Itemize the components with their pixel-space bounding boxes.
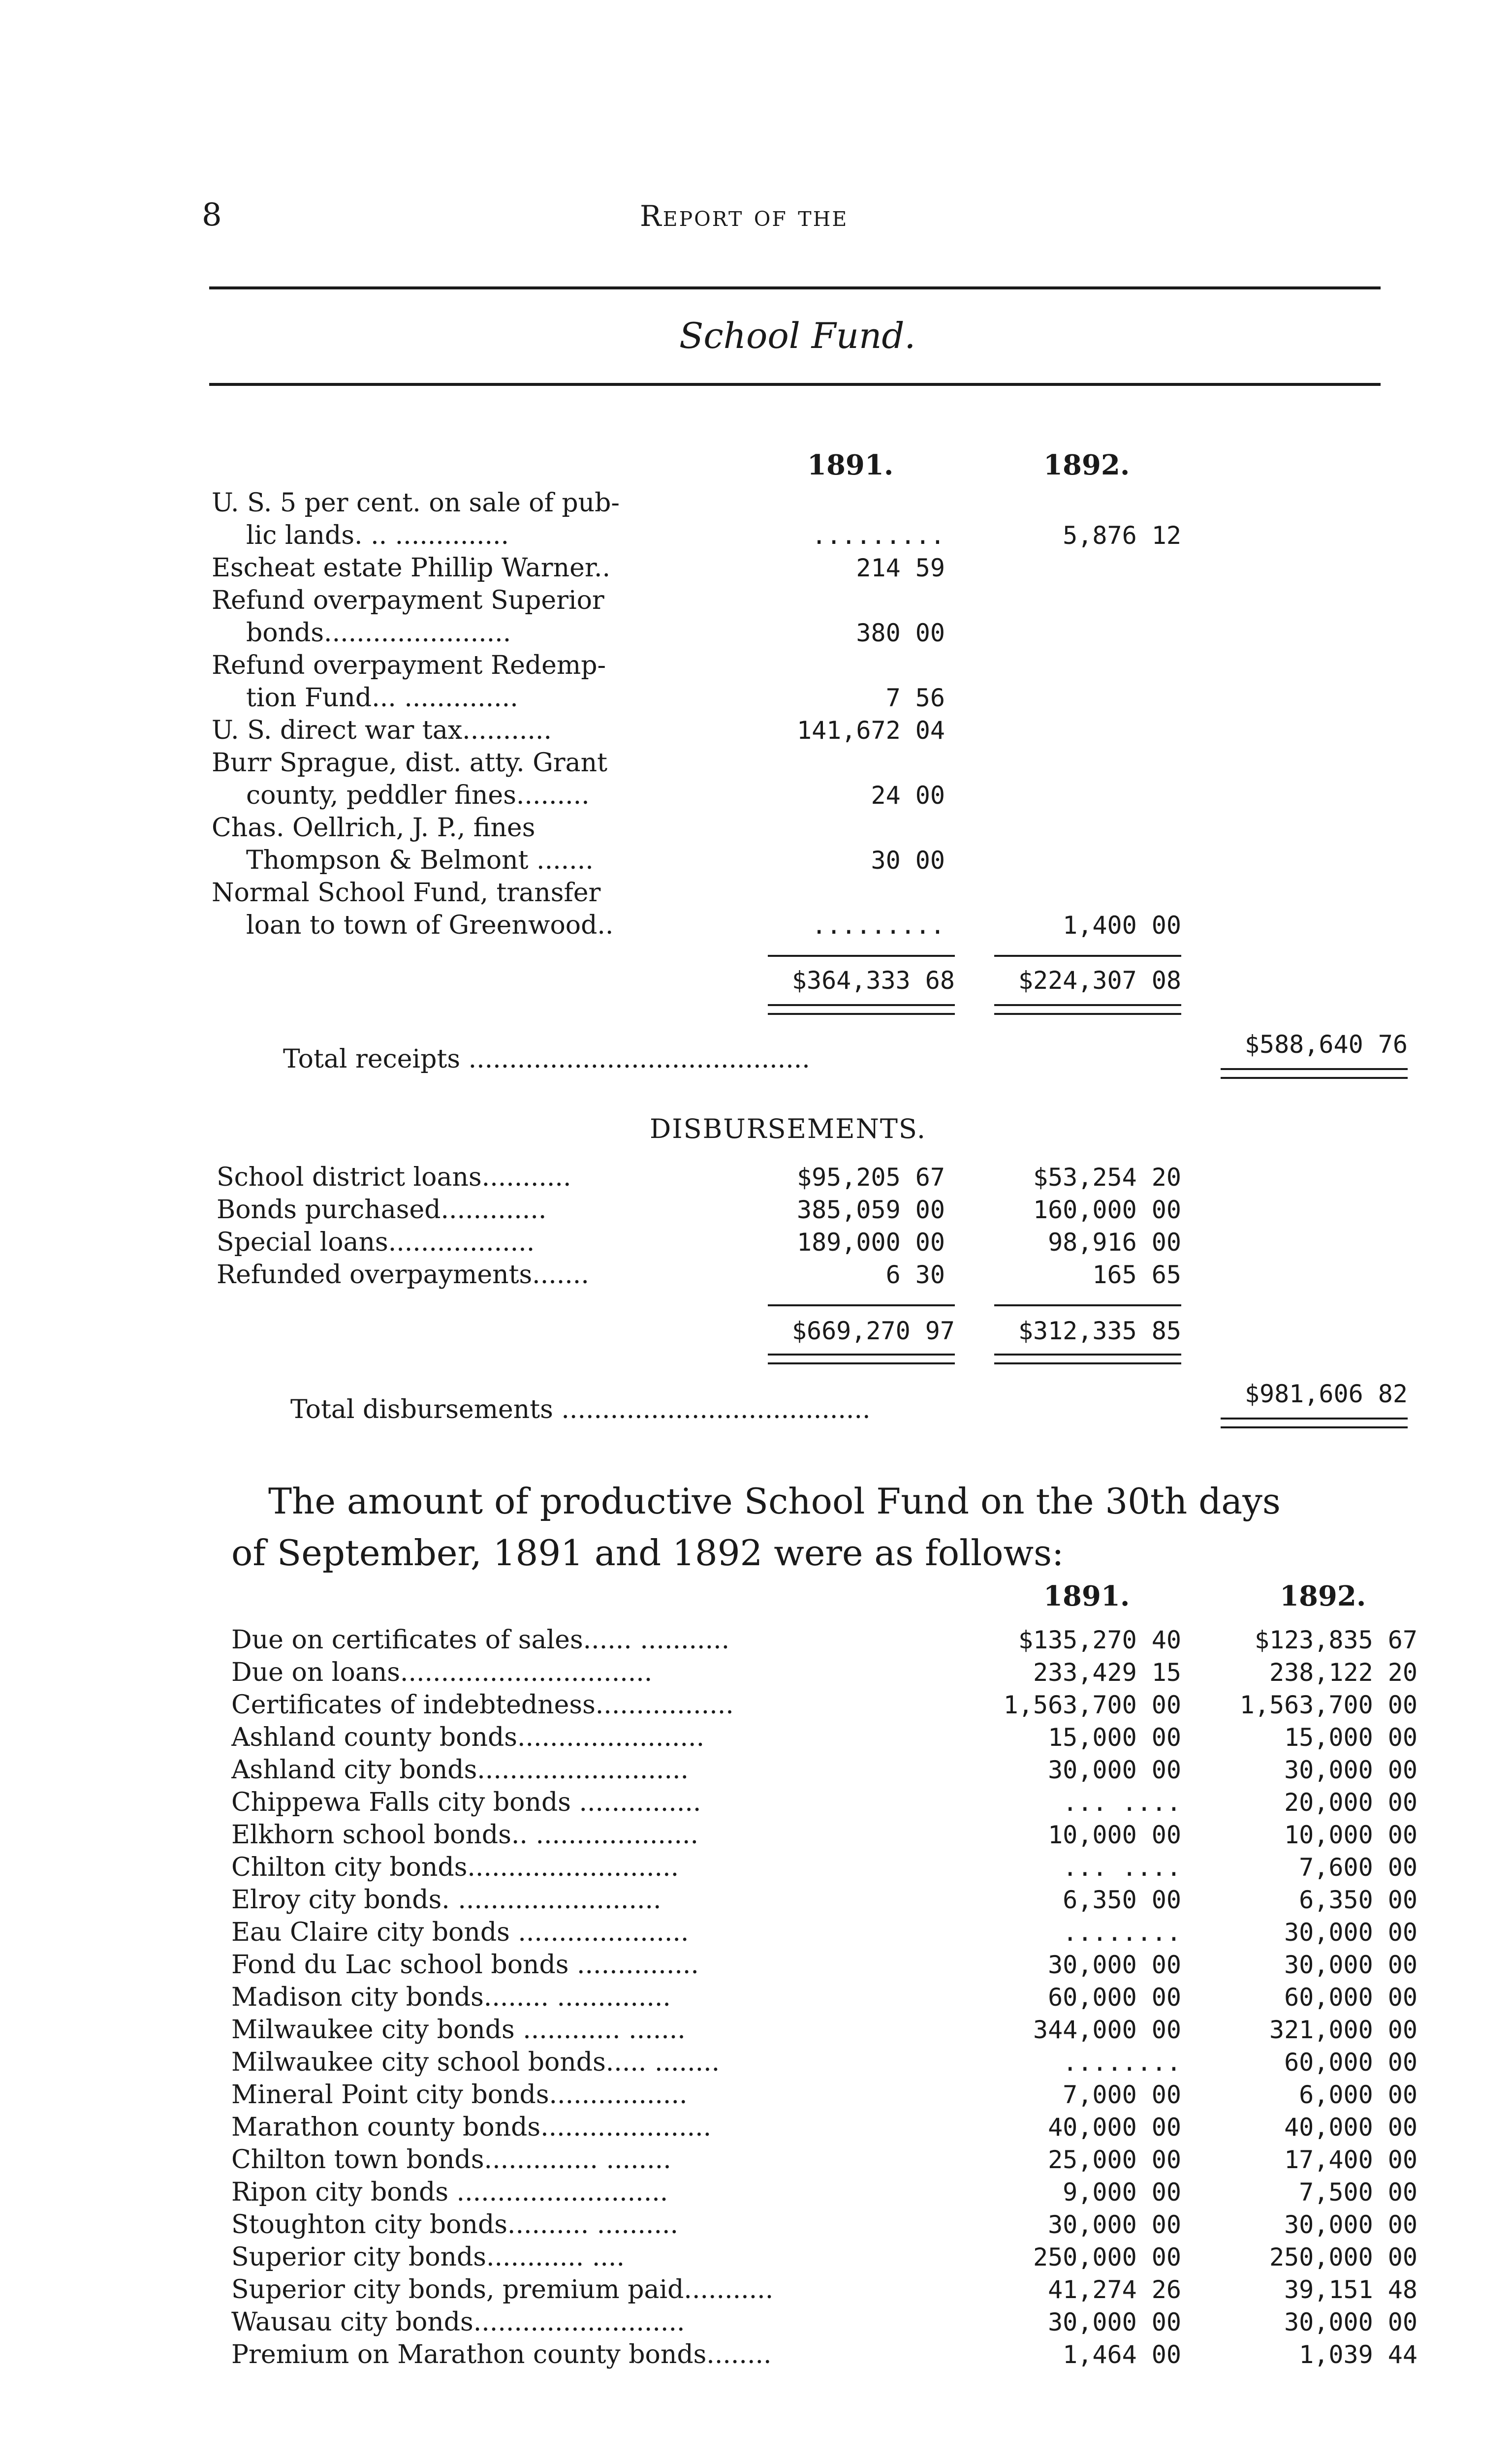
productive-row — [0, 1917, 1512, 1948]
receipt-row — [0, 780, 1512, 811]
productive-row — [0, 1852, 1512, 1883]
productive-row — [0, 1624, 1512, 1656]
productive-label: Superior city bonds............ .... — [231, 2242, 625, 2272]
productive-value-1891: 30,000 00 — [1048, 2308, 1181, 2336]
top-rule — [209, 286, 1381, 289]
disbursements-subtotal-1891: $669,270 97 — [791, 1317, 955, 1345]
receipt-row — [0, 877, 1512, 909]
disbursement-row — [0, 1162, 1512, 1193]
productive-label: Certificates of indebtedness................. — [231, 1690, 734, 1720]
receipts-subtotal-1891: $364,333 68 — [791, 966, 955, 995]
productive-value-1891: 40,000 00 — [1048, 2113, 1181, 2142]
productive-label: Elkhorn school bonds.. .................... — [231, 1820, 699, 1850]
productive-row — [0, 1787, 1512, 1818]
productive-value-1891: 9,000 00 — [1063, 2178, 1181, 2207]
productive-value-1892: 321,000 00 — [1269, 2016, 1418, 2044]
productive-row — [0, 2241, 1512, 2273]
disbursement-label: Bonds purchased............. — [217, 1195, 547, 1225]
productive-row — [0, 1819, 1512, 1851]
productive-value-1891: 10,000 00 — [1048, 1821, 1181, 1849]
disbursement-value-1892: 160,000 00 — [1033, 1196, 1181, 1224]
running-head: Report of the — [640, 199, 849, 233]
disbursements-subtotal-rule-1891 — [768, 1304, 955, 1306]
receipt-value-1891: 214 59 — [856, 554, 945, 582]
receipts-subtotal-rule-1891 — [768, 955, 955, 957]
receipt-row — [0, 585, 1512, 616]
productive-row — [0, 2209, 1512, 2240]
productive-value-1891: 7,000 00 — [1063, 2081, 1181, 2109]
productive-label: Ripon city bonds .......................... — [231, 2177, 668, 2207]
productive-value-1892: 15,000 00 — [1284, 1723, 1418, 1752]
productive-value-1892: 7,500 00 — [1299, 2178, 1418, 2207]
productive-value-1892: 1,039 44 — [1299, 2340, 1418, 2369]
productive-intro-line-2: of September, 1891 and 1892 were as follows: — [231, 1532, 1064, 1574]
receipt-label: Chas. Oellrich, J. P., fines — [212, 813, 536, 843]
receipt-value-1892: 1,400 00 — [1063, 911, 1181, 940]
productive-value-1892: 20,000 00 — [1284, 1788, 1418, 1817]
receipt-label: tion Fund... .............. — [246, 683, 518, 713]
disbursement-value-1892: 165 65 — [1092, 1261, 1181, 1289]
productive-row — [0, 1949, 1512, 1981]
disbursement-value-1891: 6 30 — [885, 1261, 945, 1289]
productive-intro-line-1: The amount of productive School Fund on the 30th days — [268, 1481, 1281, 1522]
productive-value-1891: 25,000 00 — [1048, 2145, 1181, 2174]
productive-value-1892: 39,151 48 — [1284, 2275, 1418, 2304]
productive-label: Stoughton city bonds.......... .......... — [231, 2210, 679, 2240]
receipt-label: U. S. 5 per cent. on sale of pub- — [212, 488, 620, 518]
receipt-value-1891: 24 00 — [871, 781, 945, 810]
productive-value-1891: 1,563,700 00 — [1003, 1691, 1181, 1719]
productive-value-1892: 10,000 00 — [1284, 1821, 1418, 1849]
productive-row — [0, 2339, 1512, 2370]
receipt-row — [0, 682, 1512, 714]
productive-value-1892: 17,400 00 — [1284, 2145, 1418, 2174]
productive-value-1891: ........ — [1063, 1918, 1181, 1947]
productive-value-1892: 1,563,700 00 — [1239, 1691, 1418, 1719]
productive-label: Chippewa Falls city bonds ............... — [231, 1788, 701, 1817]
productive-row — [0, 2112, 1512, 2143]
productive-label: Ashland city bonds.......................... — [231, 1755, 689, 1785]
productive-value-1892: 40,000 00 — [1284, 2113, 1418, 2142]
productive-row — [0, 2047, 1512, 2078]
section-title: School Fund. — [679, 315, 916, 356]
disbursement-value-1892: $53,254 20 — [1033, 1163, 1181, 1192]
productive-row — [0, 2144, 1512, 2176]
productive-label: Ashland county bonds....................... — [231, 1723, 705, 1752]
receipt-value-1891: 7 56 — [885, 684, 945, 712]
receipt-value-1891: 141,672 04 — [796, 716, 945, 745]
productive-row — [0, 1754, 1512, 1786]
receipt-row — [0, 487, 1512, 519]
productive-value-1891: 30,000 00 — [1048, 2210, 1181, 2239]
receipt-row — [0, 617, 1512, 649]
productive-value-1891: 30,000 00 — [1048, 1951, 1181, 1979]
receipt-label: Normal School Fund, transfer — [212, 878, 601, 908]
receipt-label: Thompson & Belmont ....... — [246, 846, 594, 875]
productive-label: Marathon county bonds..................... — [231, 2113, 712, 2142]
receipts-subtotal-double-rule-1892 — [994, 1004, 1181, 1015]
disbursement-row — [0, 1227, 1512, 1258]
productive-value-1891: 6,350 00 — [1063, 1886, 1181, 1914]
productive-label: Mineral Point city bonds................. — [231, 2080, 688, 2110]
receipt-value-1891: 30 00 — [871, 846, 945, 875]
disbursements-subtotal-1892: $312,335 85 — [1018, 1317, 1181, 1345]
productive-label: Premium on Marathon county bonds........ — [231, 2340, 772, 2369]
productive-value-1891: ... .... — [1063, 1853, 1181, 1882]
productive-label: Wausau city bonds.......................... — [231, 2307, 685, 2337]
receipt-row — [0, 650, 1512, 681]
disbursement-row — [0, 1194, 1512, 1226]
total-receipts-double-rule — [1221, 1068, 1408, 1079]
receipt-label: U. S. direct war tax........... — [212, 716, 552, 745]
productive-label: Eau Claire city bonds ..................... — [231, 1918, 689, 1947]
disbursement-value-1892: 98,916 00 — [1048, 1228, 1181, 1257]
productive-value-1891: 41,274 26 — [1048, 2275, 1181, 2304]
productive-value-1892: 238,122 20 — [1269, 1658, 1418, 1687]
receipt-value-1892: 5,876 12 — [1063, 521, 1181, 550]
receipt-label: Refund overpayment Redemp- — [212, 651, 606, 680]
productive-value-1892: 30,000 00 — [1284, 2210, 1418, 2239]
productive-value-1892: 7,600 00 — [1299, 1853, 1418, 1882]
productive-value-1892: 250,000 00 — [1269, 2243, 1418, 2272]
productive-label: Due on loans............................... — [231, 1658, 653, 1687]
page-number: 8 — [202, 197, 222, 233]
productive-row — [0, 2306, 1512, 2338]
productive-value-1892: 60,000 00 — [1284, 2048, 1418, 2077]
receipt-value-1891: ......... — [812, 521, 945, 550]
productive-value-1892: 60,000 00 — [1284, 1983, 1418, 2012]
receipt-label: Burr Sprague, dist. atty. Grant — [212, 748, 607, 778]
productive-label: Milwaukee city school bonds..... ........ — [231, 2048, 720, 2077]
productive-value-1892: 30,000 00 — [1284, 1918, 1418, 1947]
productive-value-1892: 30,000 00 — [1284, 1951, 1418, 1979]
productive-label: Chilton city bonds.......................... — [231, 1853, 679, 1882]
productive-row — [0, 2079, 1512, 2111]
receipts-subtotal-1892: $224,307 08 — [1018, 966, 1181, 995]
total-disbursements-double-rule — [1221, 1418, 1408, 1428]
disbursements-subtotal-rule-1892 — [994, 1304, 1181, 1306]
productive-label: Superior city bonds, premium paid........... — [231, 2275, 774, 2304]
receipt-label: lic lands. .. .............. — [246, 521, 509, 550]
productive-label: Madison city bonds........ .............. — [231, 1983, 671, 2012]
productive-value-1891: 15,000 00 — [1048, 1723, 1181, 1752]
receipt-row — [0, 520, 1512, 551]
productive-value-1891: 1,464 00 — [1063, 2340, 1181, 2369]
productive-header-1891: 1891. — [1043, 1580, 1130, 1612]
receipt-row — [0, 812, 1512, 844]
productive-value-1891: 233,429 15 — [1033, 1658, 1181, 1687]
total-receipts-value: $588,640 76 — [1244, 1030, 1408, 1059]
receipts-header-1892: 1892. — [1043, 449, 1130, 481]
receipt-row — [0, 552, 1512, 584]
receipt-label: bonds....................... — [246, 618, 511, 648]
productive-row — [0, 2274, 1512, 2305]
productive-label: Fond du Lac school bonds ............... — [231, 1950, 699, 1980]
productive-value-1891: 60,000 00 — [1048, 1983, 1181, 2012]
receipt-row — [0, 910, 1512, 941]
receipts-header-1891: 1891. — [807, 449, 894, 481]
total-disbursements-value: $981,606 82 — [1244, 1380, 1408, 1408]
disbursement-label: School district loans........... — [217, 1163, 571, 1192]
receipt-label: loan to town of Greenwood.. — [246, 911, 614, 940]
receipt-row — [0, 747, 1512, 779]
receipt-row — [0, 845, 1512, 876]
productive-value-1892: 30,000 00 — [1284, 1756, 1418, 1784]
disbursement-value-1891: 385,059 00 — [796, 1196, 945, 1224]
disbursements-subtotal-double-rule-1892 — [994, 1354, 1181, 1364]
productive-value-1892: 30,000 00 — [1284, 2308, 1418, 2336]
disbursement-value-1891: 189,000 00 — [796, 1228, 945, 1257]
disbursement-label: Special loans.................. — [217, 1228, 535, 1257]
receipt-label: Escheat estate Phillip Warner.. — [212, 553, 611, 583]
productive-row — [0, 2014, 1512, 2046]
productive-header-1892: 1892. — [1280, 1580, 1366, 1612]
productive-label: Milwaukee city bonds ............ ....... — [231, 2015, 686, 2045]
productive-row — [0, 1689, 1512, 1721]
disbursements-heading: DISBURSEMENTS. — [650, 1113, 927, 1144]
productive-row — [0, 2177, 1512, 2208]
receipts-subtotal-double-rule-1891 — [768, 1004, 955, 1015]
section-rule — [209, 383, 1381, 386]
disbursement-value-1891: $95,205 67 — [796, 1163, 945, 1192]
productive-value-1891: ........ — [1063, 2048, 1181, 2077]
productive-value-1891: 250,000 00 — [1033, 2243, 1181, 2272]
disbursement-row — [0, 1259, 1512, 1291]
productive-row — [0, 1722, 1512, 1753]
total-disbursements-label: Total disbursements ...................................... — [290, 1395, 871, 1424]
productive-value-1891: 344,000 00 — [1033, 2016, 1181, 2044]
productive-value-1891: ... .... — [1063, 1788, 1181, 1817]
productive-label: Elroy city bonds. ......................... — [231, 1885, 662, 1915]
productive-row — [0, 1657, 1512, 1688]
receipt-value-1891: ......... — [812, 911, 945, 940]
receipt-row — [0, 715, 1512, 746]
productive-row — [0, 1982, 1512, 2013]
productive-value-1892: $123,835 67 — [1254, 1626, 1418, 1654]
productive-value-1892: 6,350 00 — [1299, 1886, 1418, 1914]
productive-row — [0, 1884, 1512, 1916]
receipts-subtotal-rule-1892 — [994, 955, 1181, 957]
productive-value-1891: 30,000 00 — [1048, 1756, 1181, 1784]
receipt-label: county, peddler fines......... — [246, 781, 590, 810]
receipt-label: Refund overpayment Superior — [212, 586, 604, 615]
productive-label: Chilton town bonds.............. ........ — [231, 2145, 671, 2175]
total-receipts-label: Total receipts .......................................... — [283, 1044, 810, 1074]
productive-label: Due on certificates of sales...... ........... — [231, 1625, 730, 1655]
productive-value-1892: 6,000 00 — [1299, 2081, 1418, 2109]
disbursements-subtotal-double-rule-1891 — [768, 1354, 955, 1364]
receipt-value-1891: 380 00 — [856, 619, 945, 647]
disbursement-label: Refunded overpayments....... — [217, 1260, 589, 1290]
productive-value-1891: $135,270 40 — [1018, 1626, 1181, 1654]
